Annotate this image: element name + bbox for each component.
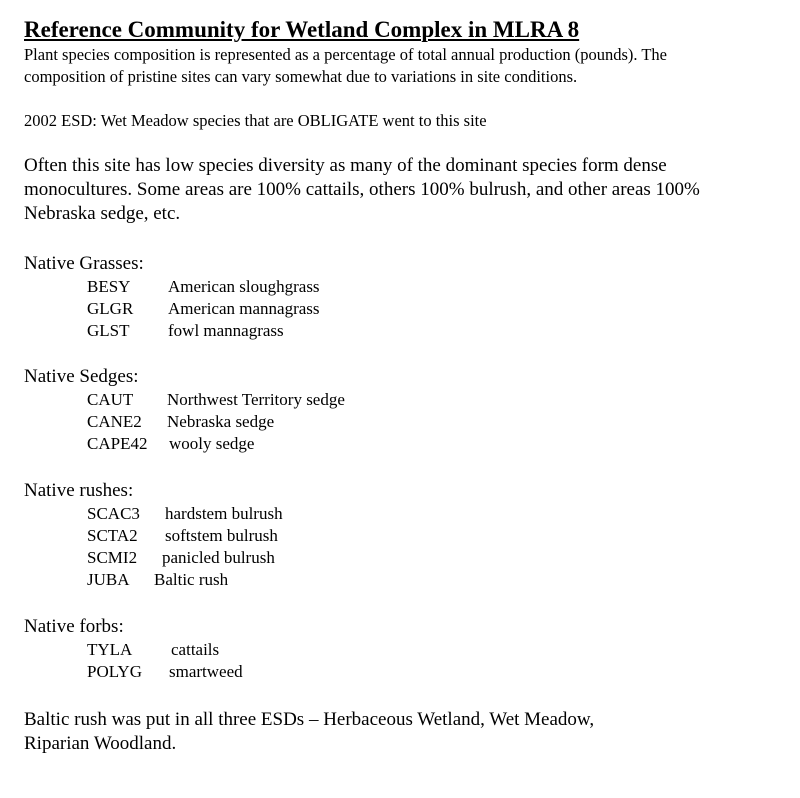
species-code: CANE2 bbox=[87, 412, 142, 431]
species-code: TYLA bbox=[87, 640, 133, 659]
species-row bbox=[24, 661, 243, 683]
species-code: BESY bbox=[87, 277, 131, 296]
group-heading: Native Sedges: bbox=[24, 366, 139, 387]
species-name: hardstem bulrush bbox=[165, 504, 283, 523]
species-row bbox=[24, 389, 345, 411]
species-name: American mannagrass bbox=[168, 299, 320, 318]
species-name: Nebraska sedge bbox=[167, 412, 275, 431]
diversity-line: Often this site has low species diversity as many of the dominant species form dense bbox=[24, 155, 667, 176]
diversity-line: monocultures. Some areas are 100% cattails, others 100% bulrush, and other areas 100% bbox=[24, 179, 700, 200]
species-name: Northwest Territory sedge bbox=[167, 390, 345, 409]
species-row bbox=[24, 320, 284, 342]
species-name: panicled bulrush bbox=[162, 548, 275, 567]
intro-line: composition of pristine sites can vary somewhat due to variations in site conditions. bbox=[24, 67, 578, 86]
group-heading: Native Grasses: bbox=[24, 253, 144, 274]
species-name: American sloughgrass bbox=[168, 277, 320, 296]
footer-line: Riparian Woodland. bbox=[24, 733, 177, 754]
species-name: fowl mannagrass bbox=[168, 321, 284, 340]
species-row bbox=[24, 639, 220, 661]
group-heading: Native rushes: bbox=[24, 480, 134, 501]
species-code: SCMI2 bbox=[87, 548, 138, 567]
species-code: SCTA2 bbox=[87, 526, 138, 545]
group-native-sedges bbox=[24, 365, 345, 455]
species-row bbox=[24, 525, 278, 547]
species-row bbox=[24, 298, 320, 320]
group-native-rushes bbox=[24, 479, 283, 591]
species-row bbox=[24, 433, 255, 455]
group-native-grasses bbox=[24, 252, 320, 342]
species-code: GLGR bbox=[87, 299, 134, 318]
species-row bbox=[24, 547, 275, 569]
footer-line: Baltic rush was put in all three ESDs – Herbaceous Wetland, Wet Meadow, bbox=[24, 709, 595, 730]
species-row bbox=[24, 569, 229, 591]
species-row bbox=[24, 411, 275, 433]
group-native-forbs bbox=[24, 615, 243, 683]
diversity-paragraph bbox=[24, 154, 794, 226]
species-code: POLYG bbox=[87, 662, 142, 681]
species-name: wooly sedge bbox=[169, 434, 255, 453]
species-list bbox=[24, 389, 345, 455]
species-code: JUBA bbox=[87, 570, 130, 589]
species-code: GLST bbox=[87, 321, 130, 340]
esd-note: 2002 ESD: Wet Meadow species that are OBLIGATE went to this site bbox=[24, 111, 487, 130]
species-name: smartweed bbox=[169, 662, 243, 681]
species-code: SCAC3 bbox=[87, 504, 140, 523]
footer-note bbox=[24, 708, 594, 756]
intro-paragraph bbox=[24, 44, 794, 88]
species-list bbox=[24, 639, 243, 683]
intro-line: Plant species composition is represented as a percentage of total annual production (pounds). The bbox=[24, 45, 668, 64]
page-title: Reference Community for Wetland Complex in MLRA 8 bbox=[24, 17, 580, 42]
species-list bbox=[24, 503, 283, 591]
species-list bbox=[24, 276, 320, 342]
species-name: Baltic rush bbox=[154, 570, 229, 589]
group-heading: Native forbs: bbox=[24, 616, 124, 637]
species-code: CAUT bbox=[87, 390, 134, 409]
species-name: cattails bbox=[171, 640, 220, 659]
diversity-line: Nebraska sedge, etc. bbox=[24, 203, 181, 224]
species-code: CAPE42 bbox=[87, 434, 148, 453]
species-row bbox=[24, 503, 283, 525]
species-row bbox=[24, 276, 320, 298]
species-name: softstem bulrush bbox=[165, 526, 278, 545]
